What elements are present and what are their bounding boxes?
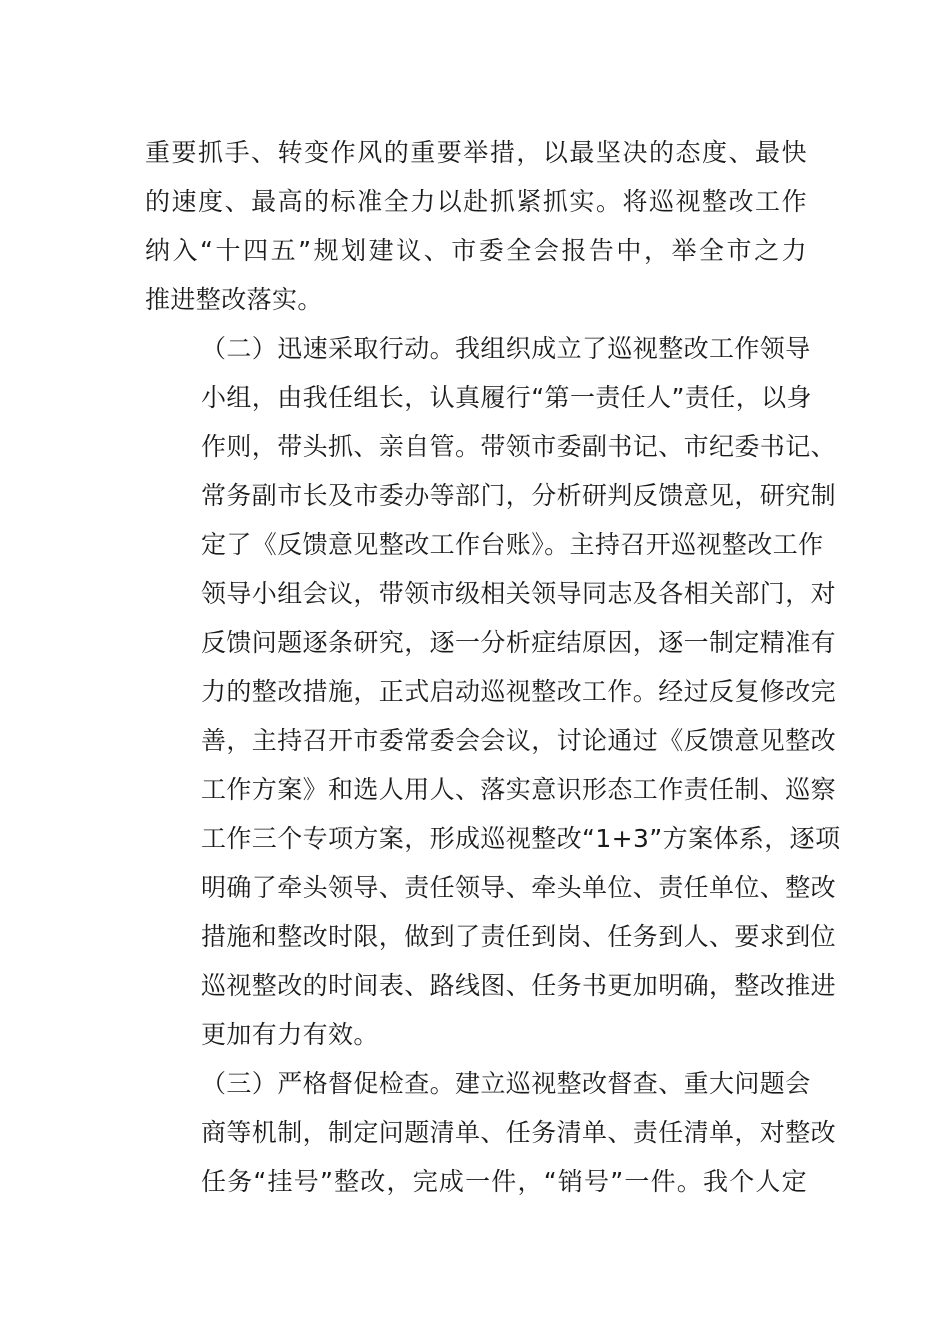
text-line: 巡视整改的时间表、路线图、任务书更加明确，整改推进 <box>201 971 837 1000</box>
text-line: 反馈问题逐条研究，逐一分析症结原因，逐一制定精准有 <box>201 628 837 657</box>
text-line: 定了《反馈意见整改工作台账》。主持召开巡视整改工作 <box>201 530 824 559</box>
text-line: 纳入“十四五”规划建议、市委全会报告中，举全市之力 <box>145 236 807 265</box>
text-line: 重要抓手、转变作风的重要举措，以最坚决的态度、最快 <box>145 138 807 167</box>
text-line: （二）迅速采取行动。我组织成立了巡视整改工作领导 <box>201 334 811 363</box>
text-line: 任务“挂号”整改，完成一件，“销号”一件。我个人定 <box>201 1167 807 1196</box>
text-line: 明确了牵头领导、责任领导、牵头单位、责任单位、整改 <box>201 873 837 902</box>
text-line: 领导小组会议，带领市级相关领导同志及各相关部门，对 <box>201 579 837 608</box>
text-line: 常务副市长及市委办等部门，分析研判反馈意见，研究制 <box>201 481 837 510</box>
text-line: 措施和整改时限，做到了责任到岗、任务到人、要求到位 <box>201 922 837 951</box>
text-line: 商等机制，制定问题清单、任务清单、责任清单，对整改 <box>201 1118 837 1147</box>
text-line: 小组，由我任组长，认真履行“第一责任人”责任，以身 <box>201 383 812 412</box>
text-line: （三）严格督促检查。建立巡视整改督查、重大问题会 <box>201 1069 811 1098</box>
text-line: 工作方案》和选人用人、落实意识形态工作责任制、巡察 <box>201 775 837 804</box>
paragraph-section-3 <box>145 1059 837 1206</box>
text-line: 工作三个专项方案，形成巡视整改“1+3”方案体系，逐项 <box>201 824 841 853</box>
text-line: 的速度、最高的标准全力以赴抓紧抓实。将巡视整改工作 <box>145 187 807 216</box>
text-line: 力的整改措施，正式启动巡视整改工作。经过反复修改完 <box>201 677 837 706</box>
text-line: 推进整改落实。 <box>145 285 323 314</box>
document-body <box>145 128 841 1206</box>
text-line: 作则，带头抓、亲自管。带领市委副书记、市纪委书记、 <box>201 432 837 461</box>
paragraph-section-2 <box>145 324 841 1059</box>
paragraph-continuation <box>145 128 807 324</box>
text-line: 善，主持召开市委常委会会议，讨论通过《反馈意见整改 <box>201 726 837 755</box>
text-line: 更加有力有效。 <box>201 1020 379 1049</box>
